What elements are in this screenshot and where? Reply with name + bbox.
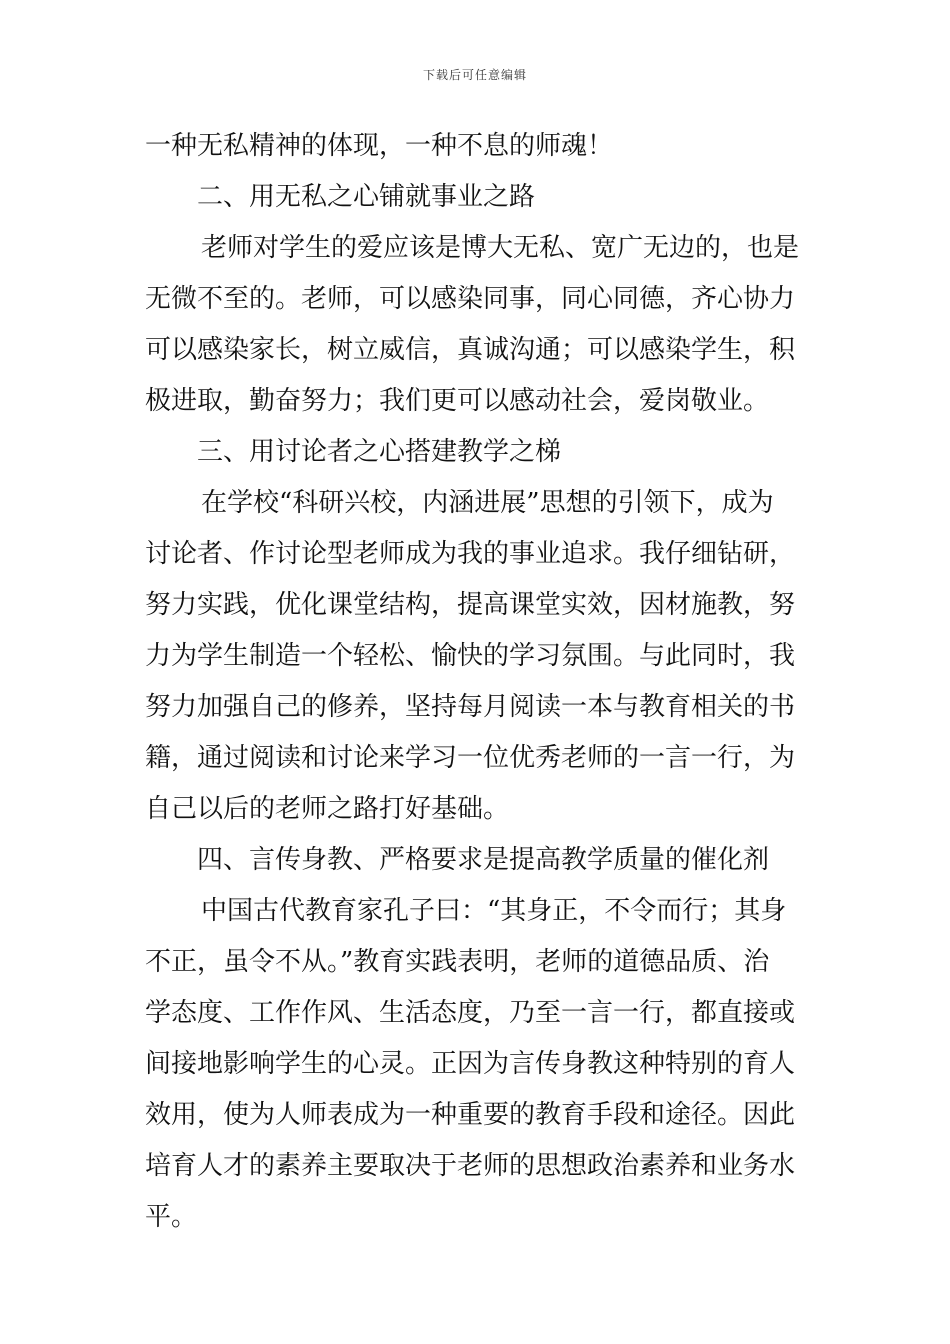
paragraph-line: 努力实践，优化课堂结构，提高课堂实效，因材施教，努 [145, 590, 796, 620]
header-note: 下载后可任意编辑 [422, 68, 527, 82]
paragraph-line: 无微不至的。老师，可以感染同事，同心同德，齐心协力 [145, 284, 796, 314]
paragraph-line: 老师对学生的爱应该是博大无私、宽广无边的，也是 [201, 233, 800, 263]
paragraph-line: 学态度、工作作风、生活态度，乃至一言一行，都直接或 [145, 998, 796, 1028]
paragraph-line: 培育人才的素养主要取决于老师的思想政治素养和业务水 [145, 1151, 796, 1181]
paragraph-line: 籍，通过阅读和讨论来学习一位优秀老师的一言一行，为 [145, 743, 796, 773]
section-heading: 四、言传身教、严格要求是提高教学质量的催化剂 [197, 845, 770, 875]
paragraph-line: 不正，虽令不从。”教育实践表明，老师的道德品质、治 [145, 947, 770, 977]
paragraph-line: 讨论者、作讨论型老师成为我的事业追求。我仔细钻研， [145, 539, 796, 569]
paragraph-line: 可以感染家长，树立威信，真诚沟通；可以感染学生，积 [145, 335, 796, 365]
paragraph-line: 在学校“科研兴校，内涵进展”思想的引领下，成为 [201, 488, 774, 518]
paragraph-line: 自己以后的老师之路打好基础。 [145, 794, 510, 824]
paragraph-line: 力为学生制造一个轻松、愉快的学习氛围。与此同时，我 [145, 641, 796, 671]
paragraph-line: 平。 [145, 1202, 198, 1232]
section-heading: 三、用讨论者之心搭建教学之梯 [197, 437, 562, 467]
paragraph-line: 极进取，勤奋努力；我们更可以感动社会，爱岗敬业。 [145, 386, 770, 416]
paragraph-line: 中国古代教育家孔子曰：“其身正，不令而行；其身 [201, 896, 787, 926]
paragraph-line: 效用，使为人师表成为一种重要的教育手段和途径。因此 [145, 1100, 796, 1130]
paragraph-line: 努力加强自己的修养，坚持每月阅读一本与教育相关的书 [145, 692, 796, 722]
paragraph-line: 一种无私精神的体现，一种不息的师魂！ [145, 131, 614, 161]
paragraph-line: 间接地影响学生的心灵。正因为言传身教这种特别的育人 [145, 1049, 796, 1079]
document-body [145, 121, 810, 1243]
section-heading: 二、用无私之心铺就事业之路 [197, 182, 536, 212]
